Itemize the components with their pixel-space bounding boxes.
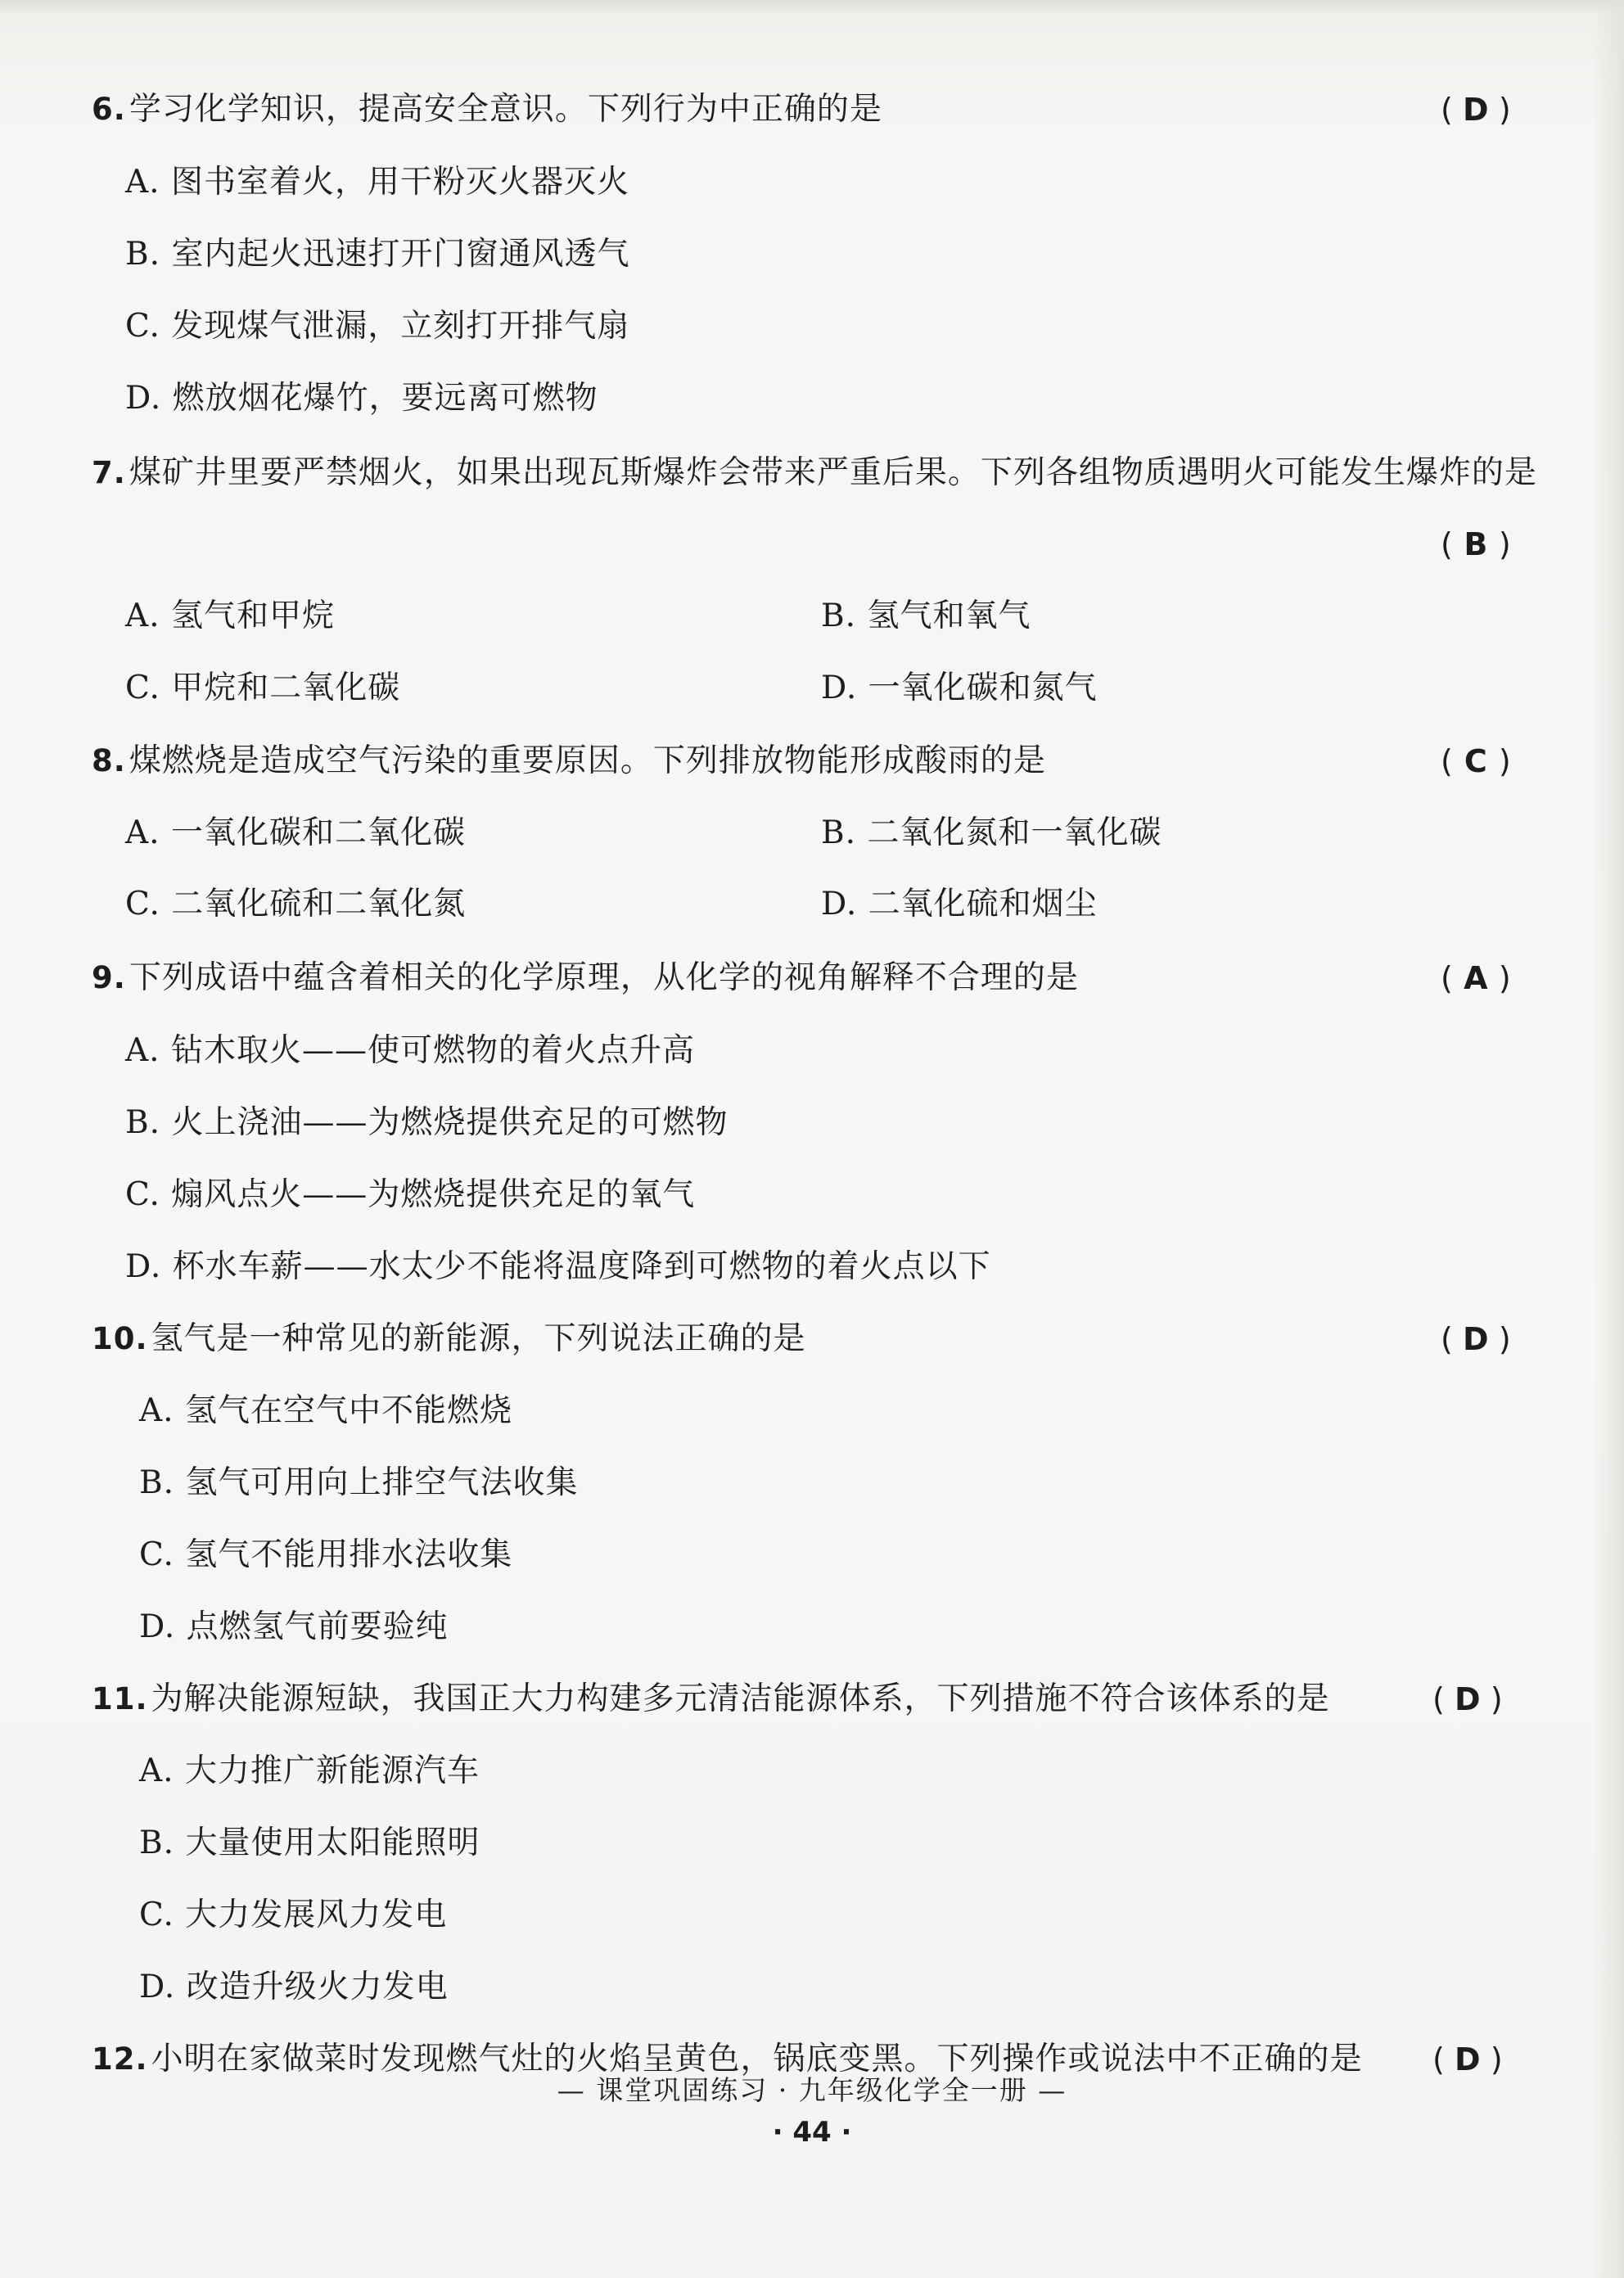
question-6-answer: ( D ) — [1441, 89, 1511, 130]
question-10-option-d: D. 点燃氢气前要验纯 — [139, 1608, 449, 1645]
question-6-stem — [92, 89, 882, 130]
question-7-option-c: C. 甲烷和二氧化碳 — [125, 670, 401, 706]
question-8-option-b: B. 二氧化氮和一氧化碳 — [821, 814, 1162, 851]
question-number: 12. — [92, 2041, 148, 2077]
question-10-answer: ( D ) — [1441, 1319, 1511, 1360]
answer-letter: C — [1464, 743, 1487, 779]
question-number: 8. — [92, 743, 126, 778]
question-6-option-b: B. 室内起火迅速打开门窗通风透气 — [125, 236, 630, 273]
question-text: 下列成语中蕴含着相关的化学原理，从化学的视角解释不合理的是 — [129, 959, 1079, 996]
question-9-option-b: B. 火上浇油——为燃烧提供充足的可燃物 — [125, 1104, 729, 1141]
question-text: 学习化学知识，提高安全意识。下列行为中正确的是 — [129, 91, 882, 128]
question-number: 10. — [92, 1321, 148, 1356]
question-text: 小明在家做菜时发现燃气灶的火焰呈黄色，锅底变黑。下列操作或说法中不正确的是 — [151, 2041, 1363, 2077]
question-text: 氢气是一种常见的新能源，下列说法正确的是 — [151, 1320, 806, 1357]
question-8-option-d: D. 二氧化硫和烟尘 — [821, 886, 1098, 922]
question-7-stem — [92, 453, 1537, 494]
scan-edge-top — [0, 0, 1624, 15]
question-9-option-c: C. 煽风点火——为燃烧提供充足的氧气 — [125, 1176, 696, 1213]
question-10-stem — [92, 1319, 806, 1360]
question-9-option-a: A. 钻木取火——使可燃物的着火点升高 — [125, 1032, 695, 1069]
question-10-option-c: C. 氢气不能用排水法收集 — [139, 1536, 513, 1573]
question-6-option-d: D. 燃放烟花爆竹，要远离可燃物 — [125, 380, 598, 417]
question-7-option-b: B. 氢气和氧气 — [821, 598, 1031, 634]
answer-letter: D — [1463, 1321, 1489, 1357]
answer-letter: B — [1464, 526, 1488, 562]
page-number: · 44 · — [772, 2116, 852, 2149]
question-8-option-c: C. 二氧化硫和二氧化氮 — [125, 886, 467, 922]
question-text: 煤燃烧是造成空气污染的重要原因。下列排放物能形成酸雨的是 — [129, 742, 1046, 779]
question-8-option-a: A. 一氧化碳和二氧化碳 — [125, 814, 466, 851]
question-number: 7. — [92, 455, 126, 490]
question-number: 9. — [92, 960, 126, 995]
question-10-option-b: B. 氢气可用向上排空气法收集 — [139, 1464, 579, 1501]
answer-letter: D — [1455, 1681, 1481, 1717]
question-11-option-a: A. 大力推广新能源汽车 — [139, 1752, 480, 1789]
question-number: 11. — [92, 1681, 148, 1716]
answer-letter: D — [1463, 92, 1489, 128]
question-10-option-a: A. 氢气在空气中不能燃烧 — [139, 1392, 512, 1429]
answer-letter: A — [1464, 960, 1488, 996]
question-text: 煤矿井里要严禁烟火，如果出现瓦斯爆炸会带来严重后果。下列各组物质遇明火可能发生爆炸的是 — [129, 454, 1537, 491]
question-6-option-c: C. 发现煤气泄漏，立刻打开排气扇 — [125, 308, 630, 345]
question-12-answer: ( D ) — [1432, 2039, 1503, 2080]
question-7-option-a: A. 氢气和甲烷 — [125, 598, 335, 634]
question-6-option-a: A. 图书室着火，用干粉灭火器灭火 — [125, 164, 629, 201]
question-number: 6. — [92, 92, 126, 127]
question-11-option-b: B. 大量使用太阳能照明 — [139, 1825, 480, 1861]
question-11-option-c: C. 大力发展风力发电 — [139, 1897, 448, 1933]
answer-letter: D — [1455, 2041, 1481, 2077]
question-8-answer: ( C ) — [1441, 741, 1511, 782]
scan-edge-right — [1591, 0, 1624, 2278]
question-9-option-d: D. 杯水车薪——水太少不能将温度降到可燃物的着火点以下 — [125, 1248, 991, 1285]
question-11-answer: ( D ) — [1432, 1679, 1503, 1720]
question-11-option-d: D. 改造升级火力发电 — [139, 1969, 449, 2005]
question-11-stem — [92, 1679, 1330, 1720]
question-text: 为解决能源短缺，我国正大力构建多元清洁能源体系，下列措施不符合该体系的是 — [151, 1680, 1330, 1717]
question-9-stem — [92, 958, 1079, 999]
question-7-option-d: D. 一氧化碳和氮气 — [821, 670, 1098, 706]
question-8-stem — [92, 741, 1046, 782]
question-9-answer: ( A ) — [1441, 958, 1511, 999]
question-7-answer: ( B ) — [1441, 524, 1511, 565]
footer-book-title: — 课堂巩固练习 · 九年级化学全一册 — — [557, 2074, 1067, 2106]
